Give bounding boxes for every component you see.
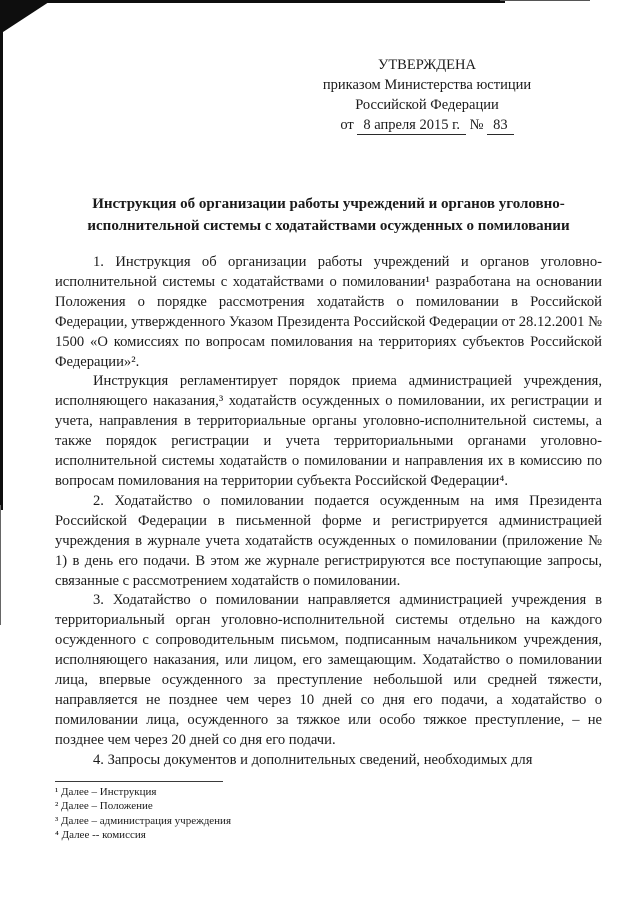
date-value: 8 апреля 2015 г. <box>357 117 466 135</box>
footnote-separator <box>55 781 223 782</box>
body-paragraph-2: Инструкция регламентирует порядок приема администрацией учреждения, исполняющего наказания,³ ходатайств осужденных о помиловании, их регистрации и учета, направления в территориальные органы уголовно-исполнительной системы, а также порядок регистрации и учета территориальными органами уголовно-исполнительной системы ходатайств о помиловании и направления их в комиссию по вопросам помилования на территории субъекта Российской Федерации⁴. <box>55 373 602 489</box>
body-paragraph-3: 2. Ходатайство о помиловании подается осужденным на имя Президента Российской Федерации в письменной форме и регистрируется администрацией учреждения в журнале учета ходатайств осужденных о помиловании (приложение № 1) в день его подачи. В этом же журнале регистрируются все поступающие запросы, связанные с рассмотрением ходатайств о помиловании. <box>55 492 602 589</box>
body-paragraph-4: 3. Ходатайство о помиловании направляется администрацией учреждения в территориальный орган уголовно-исполнительной системы отдельно на каждого осужденного с сопроводительным письмом, подписанным начальником учреждения, исполняющего наказания, или лицом, его замещающим. Ходатайство о помиловании лица, впервые осужденного за преступление небольшой или средней тяжести, направляется не позднее чем через 10 дней со дня его подачи, а ходатайство о помиловании лица, осужденного за тяжкое или особо тяжкое преступление, – не позднее чем через 20 дней со дня его подачи. <box>55 592 602 748</box>
document-title: Инструкция об организации работы учреждений и органов уголовно-исполнительной системы с ходатайствами осужденных о помиловании <box>87 196 570 234</box>
scan-edge-left-thin <box>0 505 1 625</box>
footnotes <box>55 785 602 843</box>
footnote-3: ³ Далее – администрация учреждения <box>55 814 231 827</box>
date-prefix: от <box>340 117 354 133</box>
approval-stamp-line: УТВЕРЖДЕНА <box>378 57 476 73</box>
body-paragraph-1: 1. Инструкция об организации работы учреждений и органов уголовно-исполнительной системы с ходатайствами о помиловании¹ разработана на основании Положения о порядке рассмотрения ходатайств о помиловании в Российской Федерации, утвержденного Указом Президента Российской Федерации от 28.12.2001 № 1500 «О комиссиях по вопросам помилования на территориях субъектов Российской Федерации»². <box>55 254 602 370</box>
number-value: 83 <box>487 117 514 135</box>
scan-corner-artifact <box>0 0 52 34</box>
page-content <box>55 0 602 843</box>
approval-header <box>262 55 592 135</box>
approval-issuer-line: приказом Министерства юстиции <box>322 77 532 93</box>
number-sign: № <box>469 117 484 133</box>
document-body <box>55 253 602 771</box>
scan-edge-left <box>0 0 3 510</box>
approval-issuer-line2: Российской Федерации <box>355 97 499 113</box>
footnote-4: ⁴ Далее -- комиссия <box>55 829 146 842</box>
approval-date-line <box>262 115 592 135</box>
footnote-1: ¹ Далее – Инструкция <box>55 785 157 798</box>
footnote-2: ² Далее – Положение <box>55 800 153 813</box>
body-paragraph-5: 4. Запросы документов и дополнительных сведений, необходимых для <box>93 751 533 768</box>
